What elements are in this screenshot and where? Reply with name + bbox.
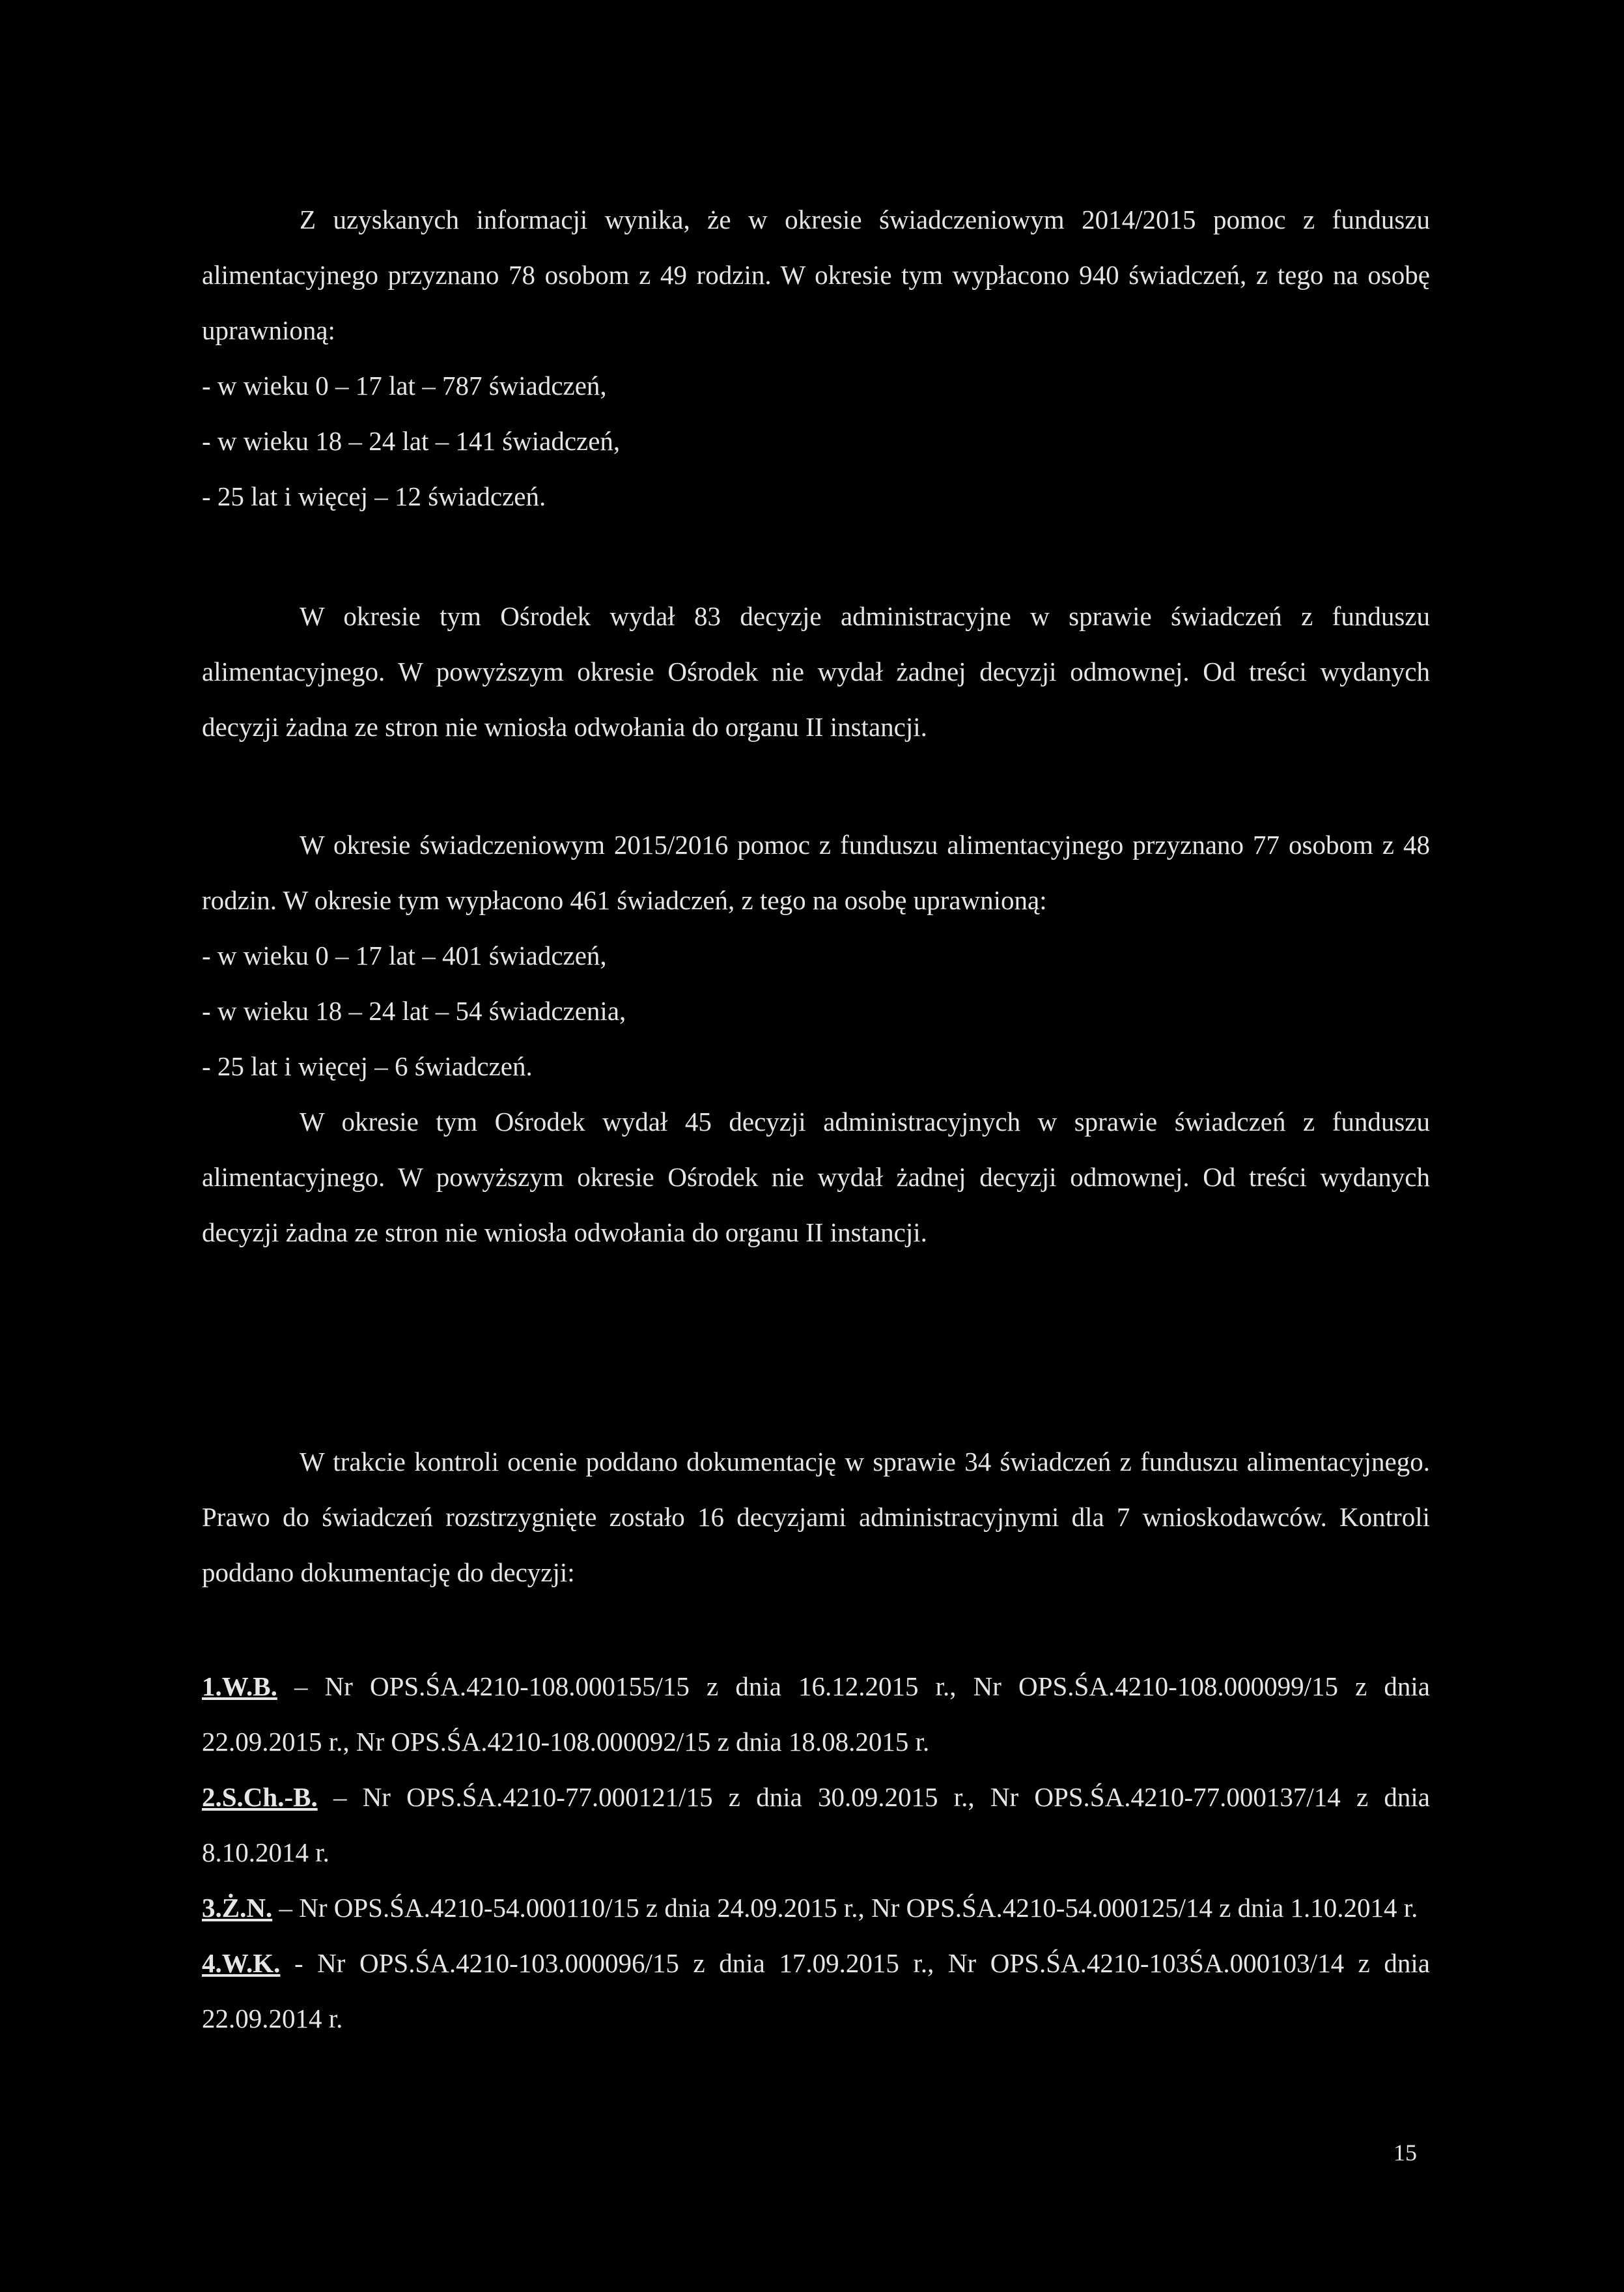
- entry-text: – Nr OPS.ŚA.4210-77.000121/15 z dnia 30.09.2015 r., Nr OPS.ŚA.4210-77.000137/14 z dnia 8.10.2014 r.: [202, 1782, 1430, 1867]
- decision-entry-4: [202, 1936, 1430, 2046]
- decision-entry-3: [202, 1880, 1430, 1936]
- decision-list: [202, 1659, 1430, 2046]
- entry-label: 1.W.B.: [202, 1671, 277, 1701]
- section-2015-2016: [202, 817, 1430, 1260]
- entry-label: 2.S.Ch.-B.: [202, 1782, 318, 1812]
- list-item: - w wieku 18 – 24 lat – 54 świadczenia,: [202, 996, 626, 1026]
- decisions-paragraph-2015: W okresie tym Ośrodek wydał 45 decyzji administracyjnych w sprawie świadczeń z funduszu alimentacyjnego. W powyższym okresie Ośrodek nie wydał żadnej decyzji odmownej. Od treści wydanych decyzji żadna ze stron nie wniosła odwołania do organu II instancji.: [202, 1107, 1430, 1247]
- list-item: - w wieku 18 – 24 lat – 141 świadczeń,: [202, 426, 621, 456]
- entry-label: 4.W.K.: [202, 1948, 281, 1978]
- entry-text: – Nr OPS.ŚA.4210-108.000155/15 z dnia 16.12.2015 r., Nr OPS.ŚA.4210-108.000099/15 z dnia 22.09.2015 r., Nr OPS.ŚA.4210-108.000092/15 z dnia 18.08.2015 r.: [202, 1671, 1430, 1757]
- list-item: - 25 lat i więcej – 12 świadczeń.: [202, 481, 546, 511]
- intro-paragraph-2015: W okresie świadczeniowym 2015/2016 pomoc z funduszu alimentacyjnego przyznano 77 osobom z 48 rodzin. W okresie tym wypłacono 461 świadczeń, z tego na osobę uprawnioną:: [202, 830, 1430, 915]
- entry-text: – Nr OPS.ŚA.4210-54.000110/15 z dnia 24.09.2015 r., Nr OPS.ŚA.4210-54.000125/14 z dnia 1.10.2014 r.: [272, 1893, 1418, 1923]
- decision-entry-1: [202, 1659, 1430, 1770]
- control-intro-paragraph: W trakcie kontroli ocenie poddano dokumentację w sprawie 34 świadczeń z funduszu alimentacyjnego. Prawo do świadczeń rozstrzygnięte zostało 16 decyzjami administracyjnymi dla 7 wnioskodawców. Kontroli poddano dokumentację do decyzji:: [202, 1447, 1430, 1587]
- control-section: [202, 1434, 1430, 1600]
- decisions-2014-2015: [202, 589, 1430, 755]
- list-item: - 25 lat i więcej – 6 świadczeń.: [202, 1051, 533, 1081]
- list-item: - w wieku 0 – 17 lat – 401 świadczeń,: [202, 941, 607, 970]
- page-number: 15: [1393, 2140, 1417, 2166]
- list-item: - w wieku 0 – 17 lat – 787 świadczeń,: [202, 371, 607, 401]
- intro-paragraph-2014: Z uzyskanych informacji wynika, że w okresie świadczeniowym 2014/2015 pomoc z funduszu alimentacyjnego przyznano 78 osobom z 49 rodzin. W okresie tym wypłacono 940 świadczeń, z tego na osobę uprawnioną:: [202, 205, 1430, 345]
- decision-entry-2: [202, 1770, 1430, 1880]
- section-2014-2015: [202, 192, 1430, 524]
- entry-label: 3.Ż.N.: [202, 1893, 273, 1923]
- entry-text: - Nr OPS.ŚA.4210-103.000096/15 z dnia 17.09.2015 r., Nr OPS.ŚA.4210-103ŚA.000103/14 z dnia 22.09.2014 r.: [202, 1948, 1430, 2033]
- decisions-paragraph-2014: W okresie tym Ośrodek wydał 83 decyzje administracyjne w sprawie świadczeń z funduszu alimentacyjnego. W powyższym okresie Ośrodek nie wydał żadnej decyzji odmownej. Od treści wydanych decyzji żadna ze stron nie wniosła odwołania do organu II instancji.: [202, 601, 1430, 742]
